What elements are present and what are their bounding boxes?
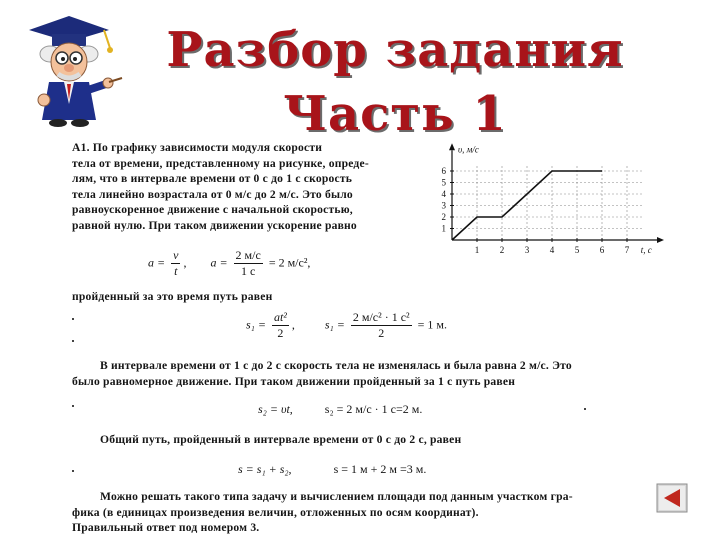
task-number: А1.	[72, 141, 90, 154]
paragraph-1-line-5: равноускоренное движение с начальной скоростью,	[72, 203, 353, 217]
formula-distance-2: s₂ = υt, s₂ = 2 м/с · 1 с=2 м.	[258, 402, 423, 416]
y-tick-label: 1	[441, 223, 446, 234]
formula-total-distance: s = s₁ + s₂, s = 1 м + 2 м =3 м.	[238, 462, 427, 476]
y-tick-label: 2	[441, 212, 446, 222]
y-axis-arrow	[449, 143, 455, 150]
x-tick-label: 5	[574, 245, 580, 255]
paragraph-5-line-1: Можно решать такого типа задачу и вычислением площади под данным участком гра-	[100, 490, 573, 503]
y-tick-label: 4	[441, 189, 446, 199]
paragraph-3-line-2: было равномерное движение. При таком движении пройденный за 1 с путь равен	[72, 374, 516, 388]
x-tick-label: 2	[499, 245, 505, 255]
x-tick-label: 4	[549, 245, 555, 255]
x-tick-label: 3	[524, 245, 530, 255]
problem-paragraph-2: пройденный за это время путь равен	[72, 290, 273, 303]
problem-paragraph-4: Общий путь, пройденный в интервале времени от 0 с до 2 с, равен	[100, 433, 462, 446]
slide-title-line-2: Часть 1	[283, 86, 507, 142]
formula-distance-1: s₁ = $\frac{\text{at²}}{2}$ , s₁ = $\frac{\text{2 м/с² · 1 с²}}{2}$ = 1 м.	[246, 310, 447, 340]
x-tick-label: 7	[624, 245, 630, 255]
fraction-acceleration-values: $\frac{2 м/с}{1 с}$	[235, 248, 261, 278]
velocity-time-chart	[418, 140, 652, 270]
paragraph-1-line-4: тела линейно возрастала от 0 м/с до 2 м/с. Это было	[72, 187, 353, 201]
y-tick-label: 3	[441, 200, 446, 211]
fraction-at2-over-2: $\frac{\text{at²}}{2}$	[273, 310, 287, 340]
x-tick-label: 6	[599, 245, 605, 255]
paragraph-5-line-2: фика (в единицах произведения величин, отложенных по осям координат).	[72, 505, 479, 519]
paragraph-1-line-3: лям, что в интервале времени от 0 с до 1 с скорость	[72, 172, 353, 186]
problem-paragraph-5	[72, 489, 647, 536]
paragraph-1-line-2: тела от времени, представленному на рисунке, опреде-	[72, 156, 369, 170]
paragraph-5-line-3: Правильный ответ под номером 3.	[72, 521, 260, 535]
problem-paragraph-1	[72, 140, 404, 234]
y-tick-label: 6	[441, 166, 446, 176]
x-axis-arrow	[657, 237, 664, 243]
fraction-v-over-t: $\frac{v}{t}$	[173, 248, 179, 278]
x-tick-label: 1	[474, 245, 480, 255]
paragraph-1-line-1: А1. По графику зависимости модуля скорости	[72, 141, 323, 154]
x-axis-label: t, с	[640, 245, 652, 255]
formula-acceleration: a = $\frac{v}{t}$ , a = $\frac{2 м/с}{1 с}$ = 2 м/с²,	[148, 248, 311, 278]
paragraph-1-line-6: равной нулю. При таком движении ускорение равно	[72, 218, 357, 232]
fraction-distance-values: $\frac{\text{2 м/с² · 1 с²}}{2}$	[352, 310, 410, 340]
y-tick-label: 5	[441, 177, 446, 188]
paragraph-3-line-1: В интервале времени от 1 с до 2 с скорость тела не изменялась и была равна 2 м/с. Это	[100, 359, 572, 372]
velocity-series-line	[452, 171, 602, 240]
y-axis-label: υ, м/с	[458, 144, 479, 155]
slide-title-line-1: Разбор задания	[166, 22, 624, 78]
back-nav-button[interactable]	[656, 483, 688, 513]
problem-paragraph-3	[72, 358, 642, 389]
